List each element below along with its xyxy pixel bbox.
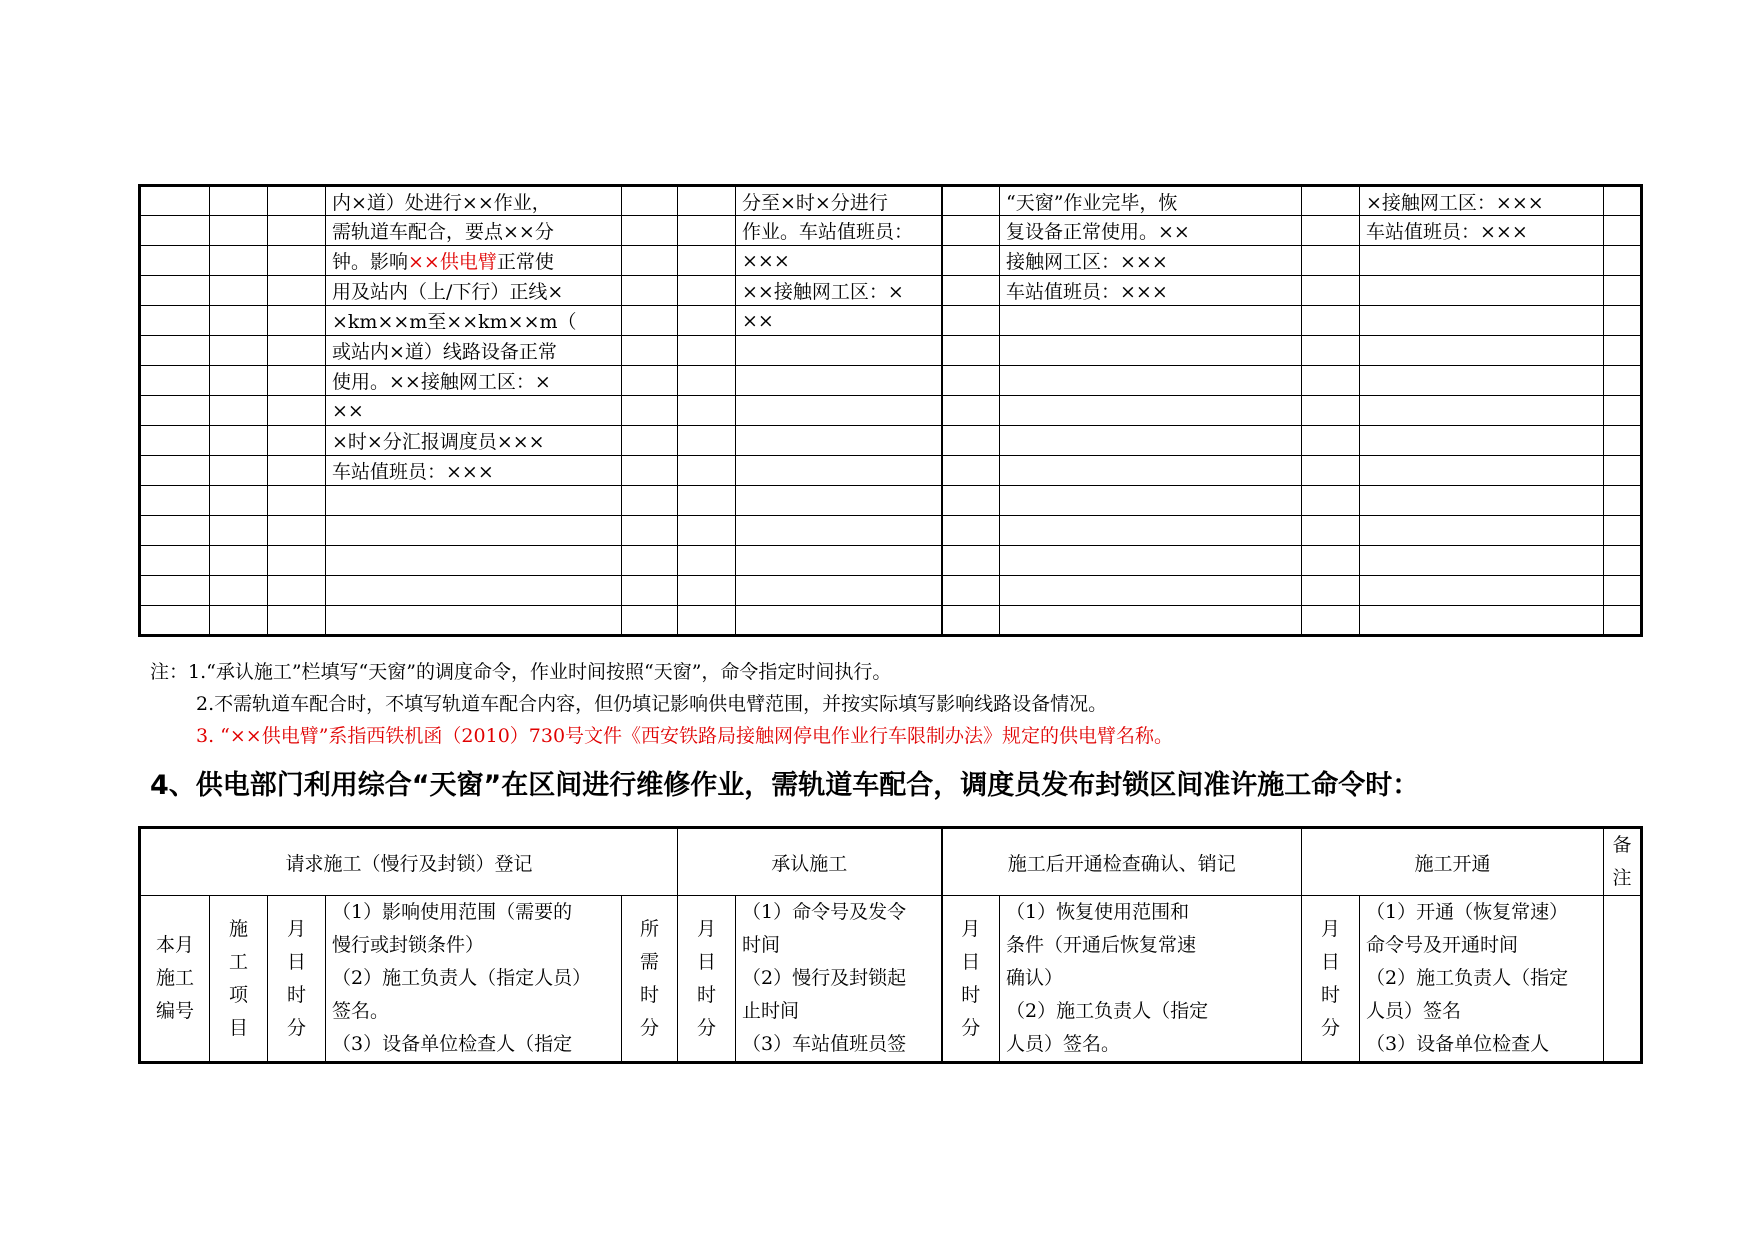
- power-arm-highlight: ××供电臂: [408, 251, 497, 273]
- table-cell: [210, 516, 268, 546]
- sub-num: 本月施工编号: [140, 896, 210, 1063]
- table-cell: [326, 546, 622, 576]
- table-cell: [678, 246, 736, 276]
- construction-log-table-continued: [138, 184, 1643, 637]
- request-text-cell: 车站值班员：×××: [326, 456, 622, 486]
- table-cell: [1604, 336, 1642, 366]
- table-cell: [678, 606, 736, 636]
- table-cell: [268, 216, 326, 246]
- table-cell: [1604, 246, 1642, 276]
- table-cell: [1302, 516, 1360, 546]
- table-cell: [140, 246, 210, 276]
- table-cell: [210, 246, 268, 276]
- table-cell: [942, 246, 1000, 276]
- table-cell: [942, 516, 1000, 546]
- table-cell: [1604, 186, 1642, 216]
- table-cell: [622, 576, 678, 606]
- table-cell: [140, 576, 210, 606]
- sub-remark: [1604, 896, 1642, 1063]
- table-row: [140, 306, 1642, 336]
- table-cell: [1000, 366, 1302, 396]
- table-cell: [1000, 486, 1302, 516]
- request-line: 慢行或封锁条件）: [332, 934, 485, 956]
- table-row: [140, 366, 1642, 396]
- table-cell: [1302, 606, 1360, 636]
- table-cell: [140, 456, 210, 486]
- table-cell: [268, 306, 326, 336]
- ack-line: （3）车站值班员签: [742, 1033, 907, 1055]
- table-cell: [268, 276, 326, 306]
- table-cell: [1302, 366, 1360, 396]
- table-cell: [622, 366, 678, 396]
- table-cell: [1360, 606, 1604, 636]
- open-text-cell: ×接触网工区：×××: [1360, 186, 1604, 216]
- table-cell: [1604, 366, 1642, 396]
- table-cell: [268, 426, 326, 456]
- note-2: 2.不需轨道车配合时，不填写轨道车配合内容，但仍填记影响供电臂范围，并按实际填写影响线路设备情况。: [196, 693, 1108, 715]
- table-row: [140, 216, 1642, 246]
- table-cell: [1302, 426, 1360, 456]
- table-cell: [268, 246, 326, 276]
- request-text-cell: ×时×分汇报调度员×××: [326, 426, 622, 456]
- table-cell: [1302, 276, 1360, 306]
- table-cell: [210, 546, 268, 576]
- request-line: （1）影响使用范围（需要的: [332, 901, 573, 923]
- table-cell: [622, 276, 678, 306]
- table-cell: [1000, 396, 1302, 426]
- open-text-cell: 车站值班员：×××: [1360, 216, 1604, 246]
- header-request: 请求施工（慢行及封锁）登记: [140, 828, 678, 896]
- cell-text: 正常使: [496, 251, 554, 273]
- table-cell: [1360, 426, 1604, 456]
- check-line: 确认）: [1006, 967, 1064, 989]
- table-cell: [1604, 546, 1642, 576]
- ack-line: 时间: [742, 934, 781, 956]
- table-cell: [942, 576, 1000, 606]
- table-cell: [1000, 426, 1302, 456]
- table-row: [140, 486, 1642, 516]
- table-cell: [678, 396, 736, 426]
- table-cell: [210, 216, 268, 246]
- table-cell: [210, 396, 268, 426]
- table-cell: [622, 186, 678, 216]
- construction-log-table: [138, 826, 1643, 1064]
- sub-open-lines: [1360, 896, 1604, 1063]
- open-line: 命令号及开通时间: [1366, 934, 1519, 956]
- table-cell: [210, 426, 268, 456]
- sub-item: 施工项目: [210, 896, 268, 1063]
- sub-time-check: 月日时分: [942, 896, 1000, 1063]
- table-cell: [622, 336, 678, 366]
- table-cell: [736, 546, 942, 576]
- table-cell: [210, 276, 268, 306]
- table-cell: [1000, 546, 1302, 576]
- ack-line: 止时间: [742, 1000, 800, 1022]
- ack-text-cell: ××: [736, 306, 942, 336]
- header-ack: 承认施工: [678, 828, 942, 896]
- table-cell: [622, 486, 678, 516]
- table-cell: [942, 276, 1000, 306]
- table-cell: [678, 456, 736, 486]
- open-line: 人员）签名: [1366, 1000, 1462, 1022]
- table-row: [140, 606, 1642, 636]
- table-cell: [268, 456, 326, 486]
- table-row: [140, 546, 1642, 576]
- table-cell: [1360, 516, 1604, 546]
- ack-line: （1）命令号及发令: [742, 901, 907, 923]
- table-cell: [678, 276, 736, 306]
- table-cell: [1302, 246, 1360, 276]
- cell-text: 钟。影响: [332, 251, 409, 273]
- table-cell: [1604, 606, 1642, 636]
- table-cell: [622, 306, 678, 336]
- sub-need: 所需时分: [622, 896, 678, 1063]
- sub-ack-lines: [736, 896, 942, 1063]
- header-check: 施工后开通检查确认、销记: [942, 828, 1302, 896]
- sub-check-lines: [1000, 896, 1302, 1063]
- request-line: 签名。: [332, 1000, 390, 1022]
- table-cell: [1302, 336, 1360, 366]
- table-cell: [140, 516, 210, 546]
- table-cell: [1360, 276, 1604, 306]
- table-cell: [678, 306, 736, 336]
- table-cell: [326, 606, 622, 636]
- table-cell: [1302, 576, 1360, 606]
- table-cell: [1604, 516, 1642, 546]
- open-line: （3）设备单位检查人: [1366, 1033, 1550, 1055]
- table-cell: [678, 216, 736, 246]
- table-cell: [622, 396, 678, 426]
- table-row: [140, 456, 1642, 486]
- sub-time-req: 月日时分: [268, 896, 326, 1063]
- table-cell: [736, 576, 942, 606]
- request-text-cell: ××: [326, 396, 622, 426]
- table-cell: [140, 396, 210, 426]
- table-cell: [1302, 486, 1360, 516]
- table-cell: [210, 606, 268, 636]
- table-cell: [678, 426, 736, 456]
- table-cell: [1302, 546, 1360, 576]
- table-cell: [622, 426, 678, 456]
- table-row: [140, 396, 1642, 426]
- table-cell: [942, 606, 1000, 636]
- table-cell: [326, 516, 622, 546]
- table-cell: [1302, 306, 1360, 336]
- table-cell: [268, 396, 326, 426]
- check-text-cell: 复设备正常使用。××: [1000, 216, 1302, 246]
- table-row: [140, 426, 1642, 456]
- table-cell: [622, 516, 678, 546]
- table-row: [140, 186, 1642, 216]
- request-text-cell: 用及站内（上/下行）正线×: [326, 276, 622, 306]
- table-cell: [1000, 336, 1302, 366]
- table-cell: [736, 336, 942, 366]
- table-cell: [210, 486, 268, 516]
- table-cell: [1000, 456, 1302, 486]
- ack-text-cell: ××接触网工区：×: [736, 276, 942, 306]
- table-cell: [140, 366, 210, 396]
- check-line: （2）施工负责人（指定: [1006, 1000, 1209, 1022]
- table-cell: [678, 486, 736, 516]
- note-1: 注：1.“承认施工”栏填写“天窗”的调度命令，作业时间按照“天窗”，命令指定时间执行。: [150, 661, 892, 683]
- table-cell: [736, 456, 942, 486]
- section-heading: 4、供电部门利用综合“天窗”在区间进行维修作业，需轨道车配合，调度员发布封锁区间准许施工命令时：: [150, 770, 1420, 801]
- check-line: 条件（开通后恢复常速: [1006, 934, 1197, 956]
- table-cell: [210, 336, 268, 366]
- check-text-cell: 车站值班员：×××: [1000, 276, 1302, 306]
- table-cell: [1000, 306, 1302, 336]
- table-cell: [210, 576, 268, 606]
- table-cell: [326, 576, 622, 606]
- table-cell: [678, 336, 736, 366]
- table-row: [140, 576, 1642, 606]
- check-line: （1）恢复使用范围和: [1006, 901, 1190, 923]
- note-3: 3. “××供电臂”系指西铁机函（2010）730号文件《西安铁路局接触网停电作业行车限制办法》规定的供电臂名称。: [196, 725, 1174, 747]
- table-cell: [942, 216, 1000, 246]
- ack-line: （2）慢行及封锁起: [742, 967, 907, 989]
- check-line: 人员）签名。: [1006, 1033, 1121, 1055]
- check-text-cell: “天窗”作业完毕，恢: [1000, 186, 1302, 216]
- table-cell: [1604, 216, 1642, 246]
- table-cell: [678, 576, 736, 606]
- check-text-cell: 接触网工区：×××: [1000, 246, 1302, 276]
- table-cell: [1604, 276, 1642, 306]
- table-row: [140, 516, 1642, 546]
- table-cell: [1604, 396, 1642, 426]
- table-cell: [942, 426, 1000, 456]
- request-text-cell: 内×道）处进行××作业，: [326, 186, 622, 216]
- table-cell: [1604, 486, 1642, 516]
- table-cell: [1302, 186, 1360, 216]
- table-cell: [736, 486, 942, 516]
- table-cell: [622, 606, 678, 636]
- request-text-cell: ×km××m至××km××m（: [326, 306, 622, 336]
- table-cell: [942, 336, 1000, 366]
- table-cell: [268, 606, 326, 636]
- table-cell: [1360, 456, 1604, 486]
- table-cell: [1360, 396, 1604, 426]
- table-cell: [1302, 456, 1360, 486]
- table-row: [140, 246, 1642, 276]
- table-cell: [268, 576, 326, 606]
- table-cell: [622, 456, 678, 486]
- table-row: [140, 336, 1642, 366]
- table-cell: [268, 546, 326, 576]
- table-cell: [1604, 306, 1642, 336]
- open-line: （2）施工负责人（指定: [1366, 967, 1569, 989]
- table-cell: [1604, 426, 1642, 456]
- table-cell: [942, 306, 1000, 336]
- table-cell: [1302, 396, 1360, 426]
- table-cell: [140, 216, 210, 246]
- table-cell: [268, 486, 326, 516]
- table-cell: [622, 216, 678, 246]
- table-cell: [736, 426, 942, 456]
- table-cell: [268, 186, 326, 216]
- table-row: [140, 276, 1642, 306]
- table-cell: [1360, 306, 1604, 336]
- request-text-cell: 或站内×道）线路设备正常: [326, 336, 622, 366]
- table-cell: [1000, 606, 1302, 636]
- table-cell: [1360, 246, 1604, 276]
- table-cell: [736, 366, 942, 396]
- table-cell: [942, 486, 1000, 516]
- table-cell: [622, 546, 678, 576]
- table-cell: [678, 186, 736, 216]
- table-cell: [1604, 576, 1642, 606]
- table-cell: [1360, 546, 1604, 576]
- table-cell: [1360, 486, 1604, 516]
- table-cell: [942, 456, 1000, 486]
- table-cell: [140, 546, 210, 576]
- ack-text-cell: ×××: [736, 246, 942, 276]
- table-cell: [1604, 456, 1642, 486]
- table-cell: [1360, 366, 1604, 396]
- table-cell: [140, 276, 210, 306]
- table-cell: [622, 246, 678, 276]
- table-cell: [210, 186, 268, 216]
- table-cell: [268, 516, 326, 546]
- ack-text-cell: 分至×时×分进行: [736, 186, 942, 216]
- table-cell: [210, 306, 268, 336]
- ack-text-cell: 作业。车站值班员：: [736, 216, 942, 246]
- table-cell: [678, 516, 736, 546]
- table-cell: [1000, 516, 1302, 546]
- table-cell: [1360, 576, 1604, 606]
- table-cell: [736, 396, 942, 426]
- sub-request-lines: [326, 896, 622, 1063]
- request-text-cell: [326, 246, 622, 276]
- sub-time-ack: 月日时分: [678, 896, 736, 1063]
- table-cell: [1000, 576, 1302, 606]
- table-cell: [210, 366, 268, 396]
- open-line: （1）开通（恢复常速）: [1366, 901, 1569, 923]
- header-remark: 备注: [1604, 828, 1642, 896]
- table-cell: [736, 516, 942, 546]
- table-cell: [140, 186, 210, 216]
- table-cell: [942, 546, 1000, 576]
- table-cell: [268, 366, 326, 396]
- table-cell: [942, 396, 1000, 426]
- table-cell: [140, 606, 210, 636]
- request-line: （3）设备单位检查人（指定: [332, 1033, 573, 1055]
- table-cell: [140, 306, 210, 336]
- table-cell: [1360, 336, 1604, 366]
- table-cell: [140, 486, 210, 516]
- table-cell: [140, 426, 210, 456]
- request-text-cell: 使用。××接触网工区：×: [326, 366, 622, 396]
- sub-time-open: 月日时分: [1302, 896, 1360, 1063]
- table-cell: [140, 336, 210, 366]
- table-cell: [1302, 216, 1360, 246]
- request-text-cell: 需轨道车配合，要点××分: [326, 216, 622, 246]
- header-open: 施工开通: [1302, 828, 1604, 896]
- request-line: （2）施工负责人（指定人员）: [332, 967, 592, 989]
- table-cell: [678, 366, 736, 396]
- table-cell: [326, 486, 622, 516]
- table-cell: [942, 366, 1000, 396]
- table-cell: [210, 456, 268, 486]
- table-cell: [736, 606, 942, 636]
- table-cell: [678, 546, 736, 576]
- table-cell: [942, 186, 1000, 216]
- table-cell: [268, 336, 326, 366]
